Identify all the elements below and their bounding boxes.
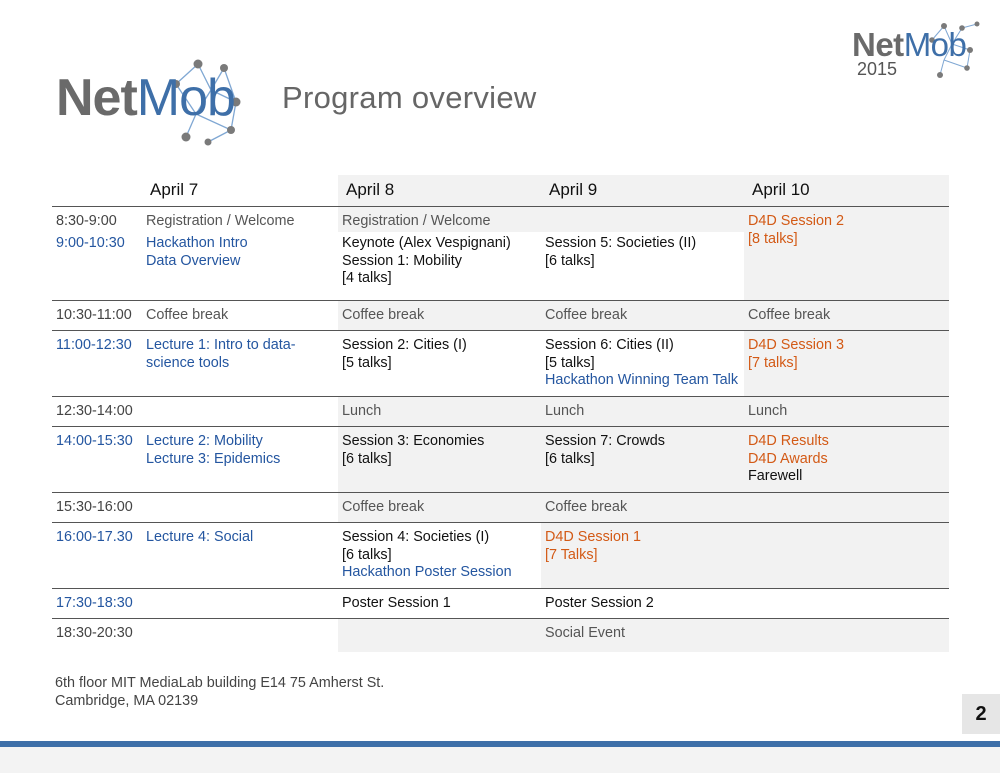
cell-text: [7 talks] xyxy=(748,354,798,371)
table-row xyxy=(52,619,949,652)
cell-apr7: Coffee break xyxy=(142,300,338,331)
table-row xyxy=(52,588,949,619)
cell-apr10: Lunch xyxy=(744,396,949,427)
page-number: 2 xyxy=(962,694,1000,734)
cell-apr10: Coffee break xyxy=(744,300,949,331)
cell-text: science tools xyxy=(146,354,230,371)
table-header-row xyxy=(52,175,949,207)
cell-text: D4D Session 2 xyxy=(748,213,844,229)
cell-text: [6 talks] xyxy=(342,450,392,467)
cell-apr7 xyxy=(142,588,338,619)
cell-text: [5 talks] xyxy=(545,354,595,371)
time-cell: 17:30-18:30 xyxy=(52,588,142,619)
cell-apr9: Social Event xyxy=(541,619,744,652)
cell-text: Keynote (Alex Vespignani) xyxy=(342,235,511,251)
time-cell: 11:00-12:30 xyxy=(52,331,142,397)
cell-apr9 xyxy=(541,427,744,493)
venue-address xyxy=(55,674,384,710)
cell-text: Session 2: Cities (I) xyxy=(342,337,467,353)
cell-apr7 xyxy=(142,427,338,493)
cell-text: Lecture 1: Intro to data- xyxy=(146,337,296,353)
cell-text: [7 Talks] xyxy=(545,546,598,563)
cell-text: Session 1: Mobility xyxy=(342,252,462,269)
cell-text: Session 5: Societies (II) xyxy=(545,235,697,251)
cell-apr9: Lunch xyxy=(541,396,744,427)
header-april-8: April 8 xyxy=(338,175,541,207)
cell-text: Hackathon Poster Session xyxy=(342,564,512,580)
header-april-7: April 7 xyxy=(150,180,199,199)
cell-text: D4D Awards xyxy=(748,450,828,467)
cell-text: Lecture 3: Epidemics xyxy=(146,450,281,467)
cell-text: Session 3: Economies xyxy=(342,433,485,449)
time-cell: 15:30-16:00 xyxy=(52,492,142,523)
cell-apr7 xyxy=(142,207,338,233)
header-april-9: April 9 xyxy=(541,175,744,207)
cell-apr10 xyxy=(744,619,949,652)
time-cell: 18:30-20:30 xyxy=(52,619,142,652)
time-cell: 9:00-10:30 xyxy=(56,235,125,251)
corner-logo-year: 2015 xyxy=(857,59,898,79)
header-april-10: April 10 xyxy=(744,175,949,207)
corner-logo-wordmark xyxy=(852,28,966,61)
cell-apr10 xyxy=(744,207,949,301)
cell-apr8 xyxy=(338,523,541,589)
netmob-logo xyxy=(56,52,271,147)
cell-text: [8 talks] xyxy=(748,230,798,247)
cell-text: Lecture 2: Mobility xyxy=(146,433,263,449)
program-table xyxy=(52,175,949,652)
cell-text: [6 talks] xyxy=(545,252,595,269)
time-cell: 12:30-14:00 xyxy=(52,396,142,427)
footer-strip xyxy=(0,747,1000,773)
table-row xyxy=(52,396,949,427)
cell-apr10 xyxy=(744,331,949,397)
logo-mob: Mob xyxy=(136,69,235,127)
cell-apr8 xyxy=(338,232,541,300)
cell-text: D4D Session 3 xyxy=(748,337,844,353)
cell-apr8 xyxy=(338,331,541,397)
table-row xyxy=(52,492,949,523)
cell-apr8 xyxy=(338,207,541,233)
cell-apr7 xyxy=(142,396,338,427)
table-row xyxy=(52,331,949,397)
cell-text: Registration / Welcome xyxy=(146,213,295,229)
netmob-2015-logo xyxy=(852,20,982,82)
cell-apr10 xyxy=(744,427,949,493)
table-row xyxy=(52,523,949,589)
cell-apr7 xyxy=(142,492,338,523)
cell-apr7 xyxy=(142,619,338,652)
cell-apr8 xyxy=(338,619,541,652)
cell-text: Session 4: Societies (I) xyxy=(342,529,490,545)
cell-apr8: Lunch xyxy=(338,396,541,427)
cell-apr9 xyxy=(541,232,744,300)
time-cell: 8:30-9:00 xyxy=(52,207,142,233)
cell-text: Hackathon Winning Team Talk xyxy=(545,372,739,388)
cell-apr7 xyxy=(142,232,338,300)
cell-apr10 xyxy=(744,523,949,589)
logo-net: Net xyxy=(56,69,137,127)
cell-text: D4D Session 1 xyxy=(545,529,641,545)
cell-apr8: Poster Session 1 xyxy=(338,588,541,619)
cell-text: Farewell xyxy=(748,468,803,484)
table-row xyxy=(52,427,949,493)
cell-apr9 xyxy=(541,331,744,397)
cell-text: [6 talks] xyxy=(545,450,595,467)
venue-line: Cambridge, MA 02139 xyxy=(55,693,199,709)
table-row xyxy=(52,207,949,233)
cell-apr10 xyxy=(744,492,949,523)
cell-text: Registration / Welcome xyxy=(342,213,491,229)
cell-text: D4D Results xyxy=(748,433,829,449)
table-row xyxy=(52,300,949,331)
venue-line: 6th floor MIT MediaLab building E14 75 Amherst St. xyxy=(55,675,385,691)
cell-apr10 xyxy=(744,588,949,619)
time-cell: 16:00-17.30 xyxy=(52,523,142,589)
cell-text: Session 7: Crowds xyxy=(545,433,665,449)
corner-logo-net: Net xyxy=(852,26,904,63)
cell-apr9 xyxy=(541,523,744,589)
logo-wordmark xyxy=(56,69,235,127)
cell-apr9: Coffee break xyxy=(541,492,744,523)
corner-logo-mob: Mob xyxy=(903,26,967,63)
cell-apr8 xyxy=(338,427,541,493)
cell-text: [5 talks] xyxy=(342,354,392,371)
cell-text: [4 talks] xyxy=(342,270,392,286)
time-cell: 10:30-11:00 xyxy=(52,300,142,331)
header-time xyxy=(52,175,142,207)
cell-apr9 xyxy=(541,207,744,233)
cell-apr9: Poster Session 2 xyxy=(541,588,744,619)
cell-text: [6 talks] xyxy=(342,546,392,563)
cell-text: Hackathon Intro xyxy=(146,235,248,251)
cell-apr7: Lecture 4: Social xyxy=(142,523,338,589)
page-title: Program overview xyxy=(282,80,537,115)
cell-apr9: Coffee break xyxy=(541,300,744,331)
cell-apr7 xyxy=(142,331,338,397)
cell-text: Data Overview xyxy=(146,252,241,269)
cell-apr8: Coffee break xyxy=(338,492,541,523)
cell-apr8: Coffee break xyxy=(338,300,541,331)
time-cell: 14:00-15:30 xyxy=(52,427,142,493)
cell-text: Session 6: Cities (II) xyxy=(545,337,674,353)
